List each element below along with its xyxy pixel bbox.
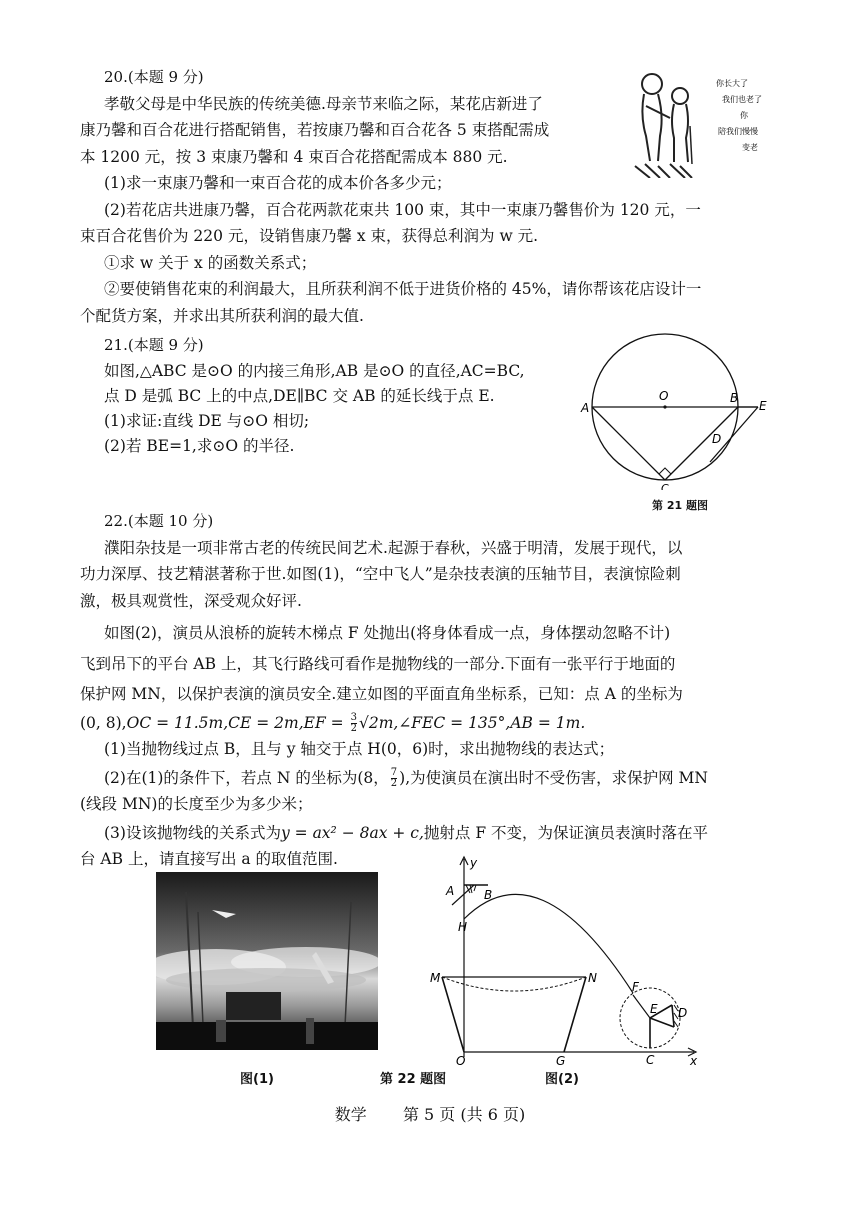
label-c: C xyxy=(661,482,669,490)
label-c: C xyxy=(646,1053,655,1065)
fraction-3-2: $\frac{3}{2}$ xyxy=(350,712,357,734)
label-n: N xyxy=(588,971,597,985)
q22-given-math-2: √2m,∠FEC = 135°,AB = 1m. xyxy=(358,713,586,732)
q22-line: 如图(2)，演员从浪桥的旋转木梯点 F 处抛出(将身体看成一点，身体摆动忽略不计) xyxy=(104,624,671,642)
q20-heading: 20.(本题 9 分) xyxy=(104,68,204,86)
q22-given-line xyxy=(80,710,796,737)
q22-line: 保护网 MN，以保护表演的演员安全.建立如图的平面直角坐标系，已知：点 A 的坐标为 xyxy=(80,685,683,703)
q22-fig1-caption: 图(1) xyxy=(240,1072,274,1087)
footer-page: 第 5 页 (共 6 页) xyxy=(402,1105,526,1124)
q20-image-text: 陪我们慢慢 xyxy=(718,127,758,136)
q20-line: ②要使销售花束的利润最大，且所获利润不低于进货价格的 45%，请你帮该花店设计一 xyxy=(104,280,702,298)
q20-line: 康乃馨和百合花进行搭配销售，若按康乃馨和百合花各 5 束搭配需成 xyxy=(80,121,550,139)
label-o: O xyxy=(456,1054,466,1065)
question-21 xyxy=(80,332,580,459)
q22-caption: 第 22 题图 xyxy=(380,1072,447,1087)
label-b: B xyxy=(484,888,493,902)
q20-line: (1)求一束康乃馨和一束百合花的成本价各多少元； xyxy=(104,174,452,192)
q22-given-math: OC = 11.5m,CE = 2m,EF = xyxy=(126,713,349,732)
label-x: x xyxy=(690,1054,698,1065)
q20-illustration xyxy=(630,66,780,178)
label-g: G xyxy=(556,1054,566,1065)
q22-heading: 22.(本题 10 分) xyxy=(104,512,214,530)
label-e: E xyxy=(759,399,767,413)
q21-caption: 第 21 题图 xyxy=(652,499,708,512)
q22-q3-line: (3)设该抛物线的关系式为y = ax² − 8ax + c,抛射点 F 不变，为保证演员表演时落在平 xyxy=(104,823,709,842)
page-footer xyxy=(0,1102,860,1125)
q21-line: (2)若 BE=1,求⊙O 的半径. xyxy=(104,436,295,455)
label-d: D xyxy=(712,432,722,446)
q22-given-prefix: (0, 8), xyxy=(80,713,127,732)
q20-line: 束百合花售价为 220 元，设销售康乃馨 x 束，获得总利润为 w 元. xyxy=(80,227,539,245)
question-22 xyxy=(80,508,796,873)
q20-image-text: 你 xyxy=(740,111,748,120)
q22-photo xyxy=(156,872,378,1050)
label-e: E xyxy=(650,1002,658,1016)
q21-figure xyxy=(575,330,785,490)
label-o: O xyxy=(659,389,669,403)
q22-line: 台 AB 上，请直接写出 a 的取值范围. xyxy=(80,850,338,868)
q20-line: 本 1200 元，按 3 束康乃馨和 4 束百合花搭配需成本 880 元. xyxy=(80,147,508,166)
label-y: y xyxy=(470,856,478,870)
q22-line: 飞到吊下的平台 AB 上，其飞行路线可看作是抛物线的一部分.下面有一张平行于地面的 xyxy=(80,654,676,673)
q20-image-text: 变老 xyxy=(742,143,758,152)
q20-line: ①求 w 关于 x 的函数关系式； xyxy=(104,253,317,272)
q22-line: 濮阳杂技是一项非常古老的传统民间艺术.起源于春秋，兴盛于明清，发展于现代，以 xyxy=(104,538,683,557)
label-b: B xyxy=(730,391,739,405)
q20-image-text: 我们也老了 xyxy=(722,95,762,104)
q21-line: 如图,△ABC 是⊙O 的内接三角形,AB 是⊙O 的直径,AC=BC, xyxy=(104,361,525,380)
q20-line: (2)若花店共进康乃馨，百合花两款花束共 100 束，其中一束康乃馨售价为 120 元，一 xyxy=(104,200,701,219)
parabola xyxy=(464,894,633,993)
q22-line: (线段 MN)的长度至少为多少米； xyxy=(80,795,313,813)
q22-line: 激，极具观赏性，深受观众好评. xyxy=(80,591,302,610)
q20-image-text: 你长大了 xyxy=(716,79,748,88)
q20-line: 个配货方案，并求出其所获利润的最大值. xyxy=(80,306,364,325)
label-m: M xyxy=(430,971,441,985)
fraction-7-2: $\frac{7}{2}$ xyxy=(390,767,398,789)
footer-subject: 数学 xyxy=(334,1105,367,1124)
label-h: H xyxy=(458,920,468,934)
q20-line: 孝敬父母是中华民族的传统美德.母亲节来临之际，某花店新进了 xyxy=(104,94,543,113)
label-f: F xyxy=(632,980,639,994)
label-a: A xyxy=(446,884,455,898)
label-a: A xyxy=(581,401,590,415)
q22-fig2-caption: 图(2) xyxy=(545,1072,579,1087)
q21-line: (1)求证:直线 DE 与⊙O 相切; xyxy=(104,411,310,430)
q22-line: (1)当抛物线过点 B，且与 y 轴交于点 H(0，6)时，求出抛物线的表达式； xyxy=(104,740,615,758)
label-d: D xyxy=(678,1006,688,1020)
q22-diagram xyxy=(428,855,710,1065)
q21-heading: 21.(本题 9 分) xyxy=(104,336,204,354)
q22-q2-line: (2)在(1)的条件下，若点 N 的坐标为(8， $\frac{7}{2}$ ),为使演员在演出时不受伤害，求保护网 MN xyxy=(104,767,708,789)
q21-line: 点 D 是弧 BC 上的中点,DE∥BC 交 AB 的延长线于点 E. xyxy=(104,386,495,405)
q22-line: 功力深厚、技艺精湛著称于世.如图(1)，“空中飞人”是杂技表演的压轴节目，表演惊险刺 xyxy=(80,565,681,583)
